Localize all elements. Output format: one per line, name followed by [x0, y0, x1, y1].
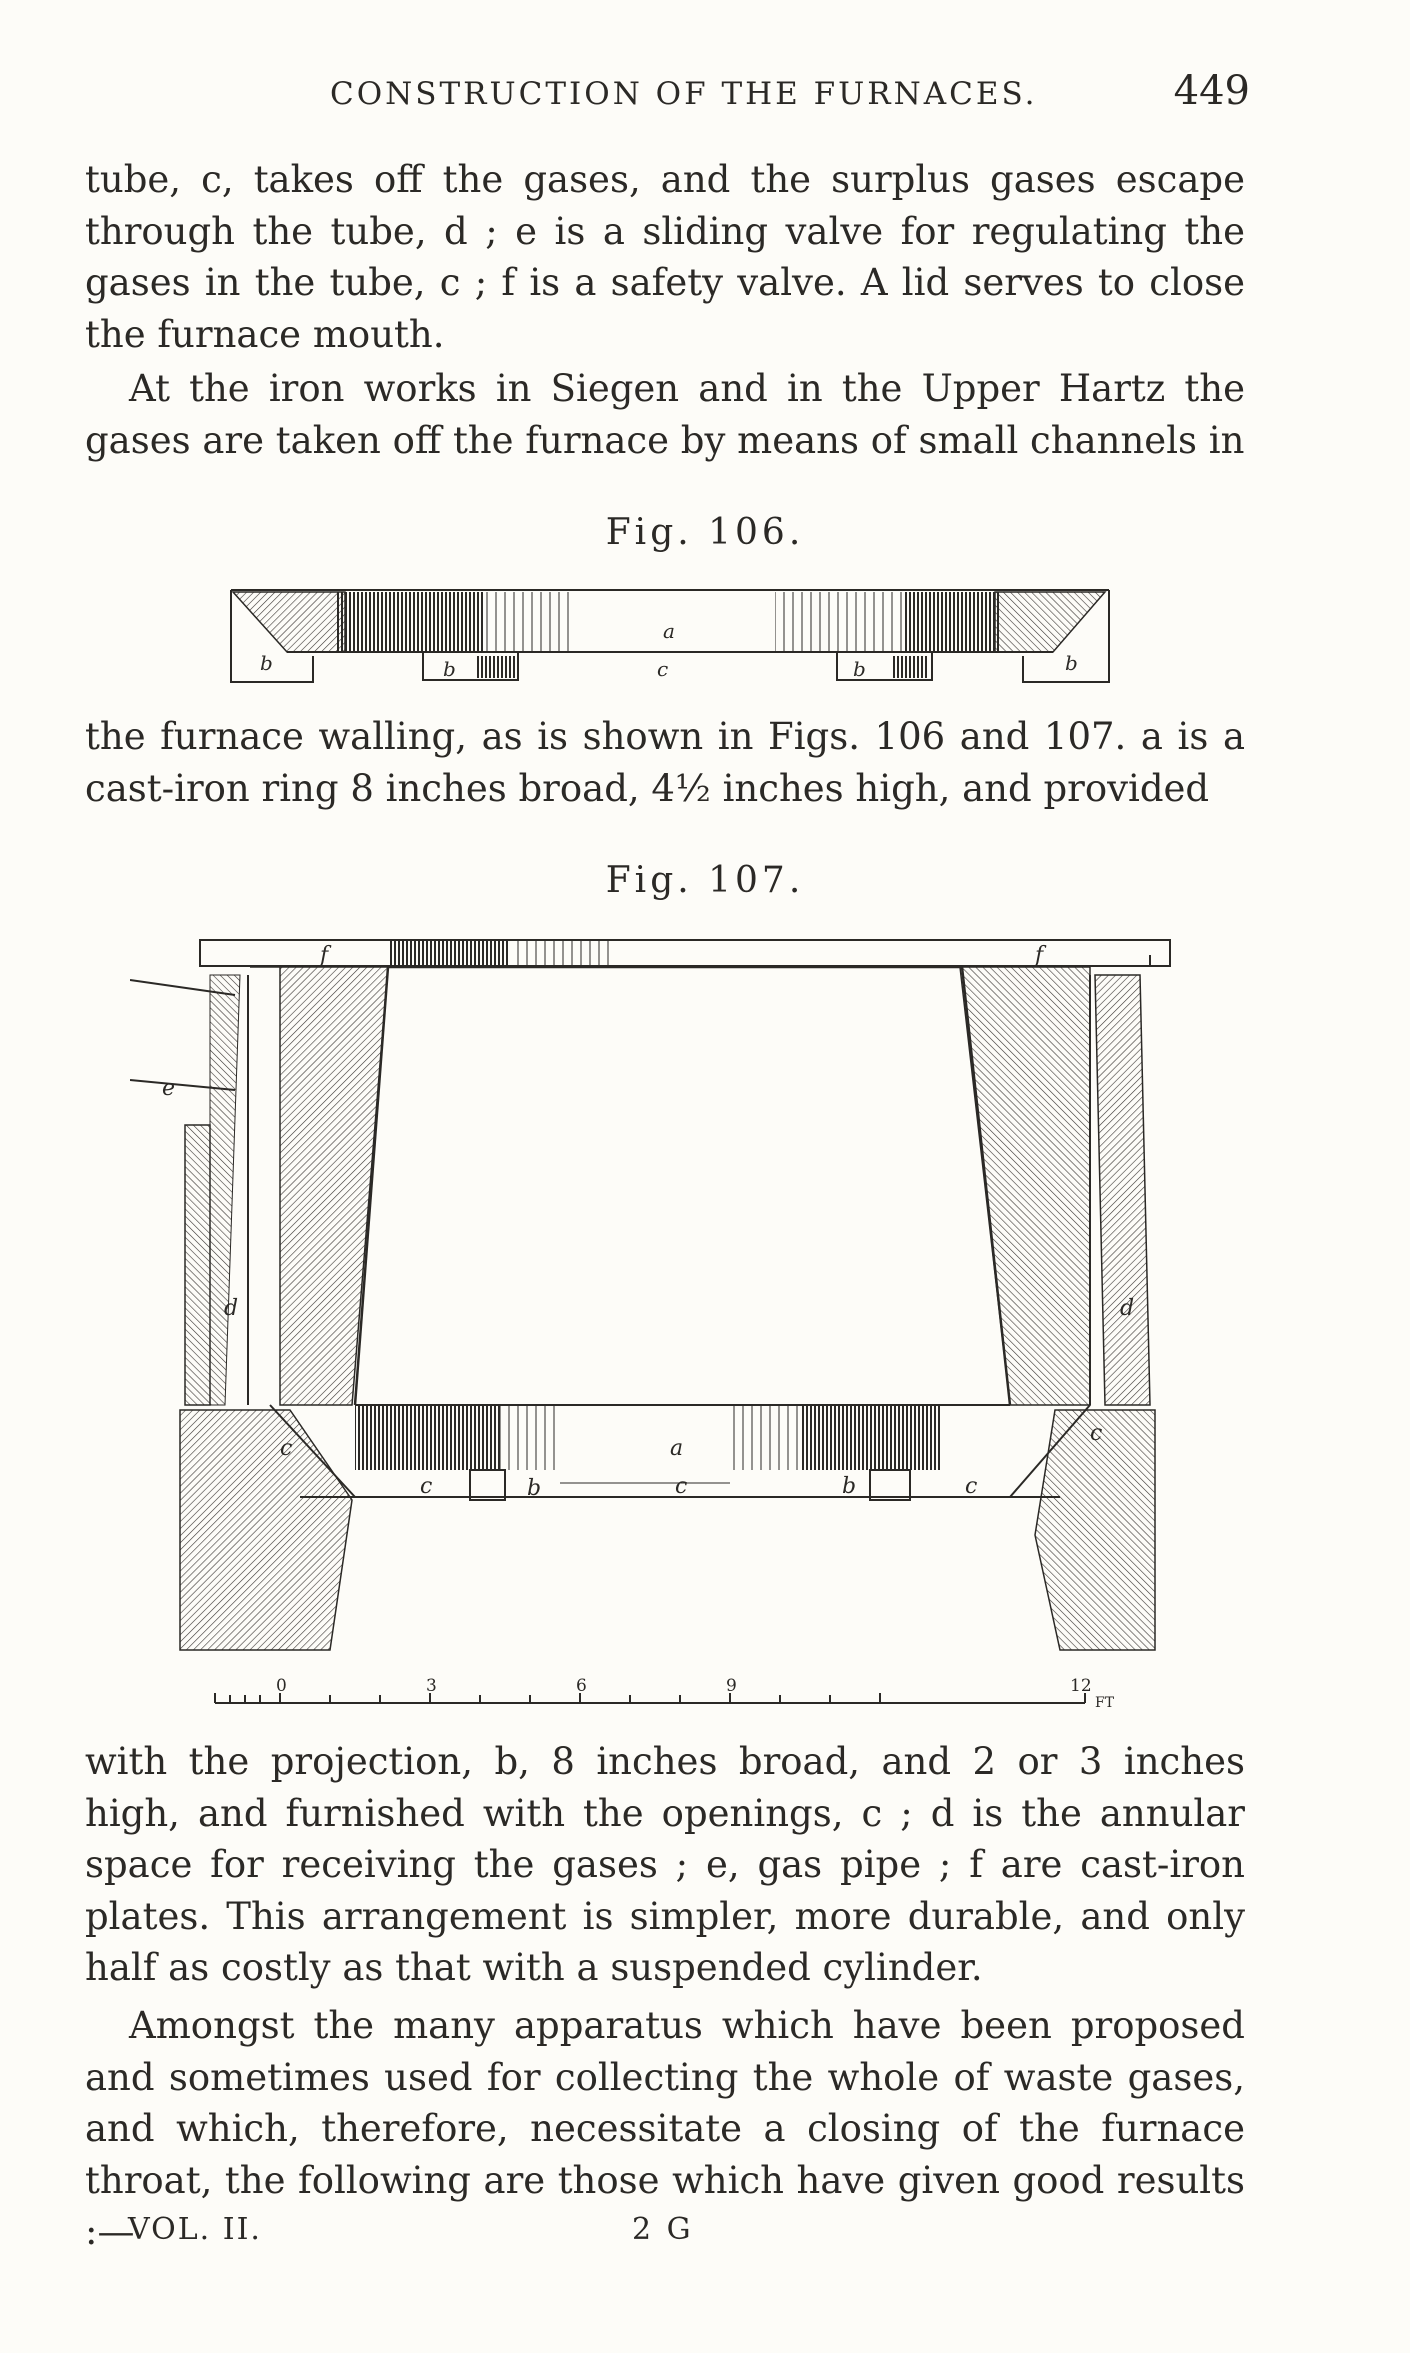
- fig107-label-e: e: [162, 1076, 176, 1101]
- fig106-label-b-left: b: [260, 651, 273, 675]
- signature-mark: 2 G: [632, 2212, 694, 2247]
- fig107-label-c-right-diag: c: [1090, 1421, 1103, 1446]
- fig107-label-c-left-diag: c: [280, 1436, 293, 1461]
- fig107-label-d-left: d: [224, 1296, 239, 1321]
- fig106-label-c: c: [657, 657, 669, 681]
- fig107-label-b-right: b: [842, 1474, 857, 1499]
- fig107-label-c-bottom-mid: c: [675, 1474, 688, 1499]
- fig107-label-f-left: f: [320, 943, 329, 968]
- fig106-label-a: a: [663, 619, 675, 643]
- scale-unit: FT: [1095, 1695, 1115, 1711]
- fig106-label-b-right: b: [1065, 651, 1078, 675]
- fig106-label-b-inner-left: b: [443, 657, 456, 681]
- fig107-label-c-bottom-right: c: [965, 1474, 978, 1499]
- fig107-label-a: a: [670, 1436, 684, 1461]
- fig107-label-f-right: f: [1035, 943, 1044, 968]
- figure-107: [130, 935, 1210, 1725]
- paragraph-3: the furnace walling, as is shown in Figs. 106 and 107. a is a cast-iron ring 8 inches broad, 4½ inches high, and provided: [85, 715, 1245, 810]
- paragraph-1: tube, c, takes off the gases, and the surplus gases escape through the tube, d ; e is a sliding valve for regulating the gases in the tube, c ; f is a safety valve. A lid serves to close the furnace mouth.: [85, 158, 1245, 356]
- figure-106: [225, 578, 1115, 690]
- volume-mark: VOL. II.: [128, 2212, 262, 2247]
- paragraph-2-text: At the iron works in Siegen and in the Upper Hartz the gases are taken off the furnace by means of small channels in: [85, 367, 1245, 462]
- fig107-label-d-right: d: [1120, 1296, 1135, 1321]
- running-head: CONSTRUCTION OF THE FURNACES.: [330, 76, 1038, 112]
- paragraph-2: [85, 363, 1245, 466]
- fig107-label-c-bottom-left: c: [420, 1474, 433, 1499]
- fig106-label-b-inner-right: b: [853, 657, 866, 681]
- fig-106-caption: Fig. 106.: [605, 512, 805, 553]
- scale-tick-6: 6: [576, 1676, 587, 1696]
- scale-tick-12: 12: [1070, 1676, 1092, 1696]
- page-header: [330, 68, 1250, 132]
- paragraph-5-text: Amongst the many apparatus which have been proposed and sometimes used for collecting the whole of waste gases, and which, therefore, necessitate a closing of the furnace throat, the following are those which have given good results :—: [85, 2004, 1245, 2253]
- scale-tick-3: 3: [426, 1676, 437, 1696]
- page-number: 449: [1173, 68, 1250, 114]
- fig-107-caption: Fig. 107.: [605, 860, 805, 901]
- paragraph-4: with the projection, b, 8 inches broad, and 2 or 3 inches high, and furnished with the openings, c ; d is the annular space for receiving the gases ; e, gas pipe ; f are cast-iron plates. This arrangement is simpler, more durable, and only half as costly as that with a suspended cylinder.: [85, 1740, 1245, 1989]
- scale-tick-9: 9: [726, 1676, 737, 1696]
- scale-tick-0: 0: [276, 1676, 287, 1696]
- fig107-label-b-left: b: [527, 1476, 542, 1501]
